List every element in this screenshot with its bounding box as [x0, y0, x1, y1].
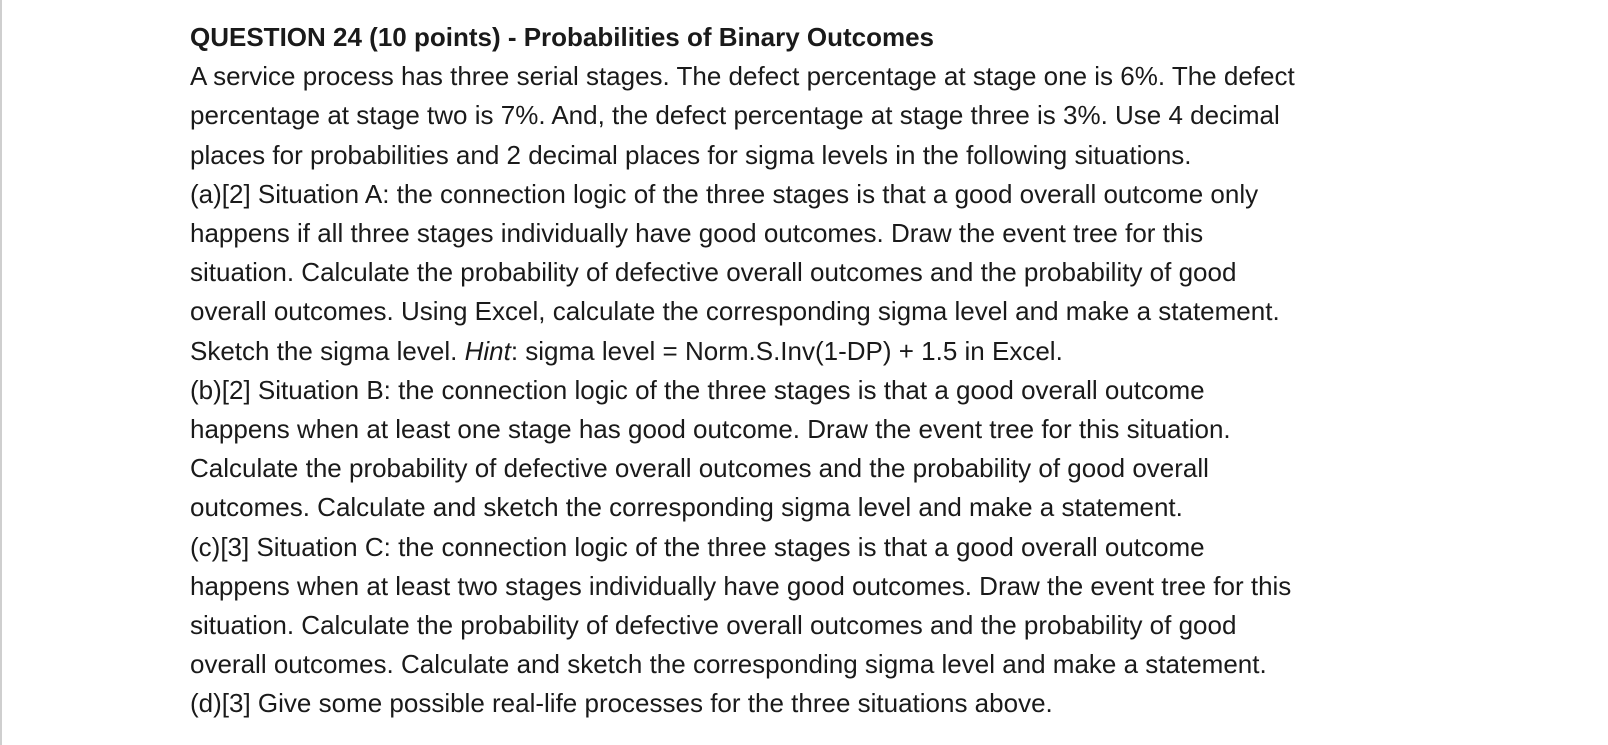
question-text-line: (d)[3] Give some possible real-life processes for the three situations above.	[190, 688, 1053, 719]
question-text-line: (a)[2] Situation A: the connection logic of the three stages is that a good overall outcome only	[190, 178, 1259, 209]
question-text-line: happens when at least one stage has good outcome. Draw the event tree for this situation.	[190, 414, 1231, 445]
sketch-instruction: Sketch the sigma level.	[190, 335, 465, 366]
question-text-line: (c)[3] Situation C: the connection logic of the three stages is that a good overall outcome	[190, 531, 1205, 562]
question-text-line: situation. Calculate the probability of defective overall outcomes and the probability of good	[190, 610, 1237, 641]
question-text-line: overall outcomes. Using Excel, calculate the corresponding sigma level and make a statement.	[190, 296, 1280, 327]
question-text-line: percentage at stage two is 7%. And, the defect percentage at stage three is 3%. Use 4 decimal	[190, 100, 1280, 131]
sketch-hint-line	[190, 332, 1590, 371]
question-text-line: happens when at least two stages individually have good outcomes. Draw the event tree for this	[190, 570, 1292, 601]
hint-label: Hint	[464, 335, 511, 366]
question-text-line: outcomes. Calculate and sketch the corresponding sigma level and make a statement.	[190, 492, 1183, 523]
question-text-line: places for probabilities and 2 decimal places for sigma levels in the following situations.	[190, 139, 1192, 170]
question-title: QUESTION 24 (10 points) - Probabilities of Binary Outcomes	[190, 22, 935, 52]
question-text-line: happens if all three stages individually have good outcomes. Draw the event tree for this	[190, 218, 1204, 249]
hint-formula: : sigma level = Norm.S.Inv(1-DP) + 1.5 in Excel.	[510, 335, 1063, 366]
question-text-line: situation. Calculate the probability of defective overall outcomes and the probability of good	[190, 257, 1237, 288]
question-text-line: Calculate the probability of defective overall outcomes and the probability of good overall	[190, 453, 1209, 484]
question-text-line: A service process has three serial stages. The defect percentage at stage one is 6%. The defect	[190, 61, 1295, 92]
question-text-line: (b)[2] Situation B: the connection logic of the three stages is that a good overall outcome	[190, 374, 1205, 405]
question-text-line: overall outcomes. Calculate and sketch the corresponding sigma level and make a statement.	[190, 649, 1267, 680]
page-left-border	[0, 0, 2, 745]
question-block	[190, 18, 1590, 724]
